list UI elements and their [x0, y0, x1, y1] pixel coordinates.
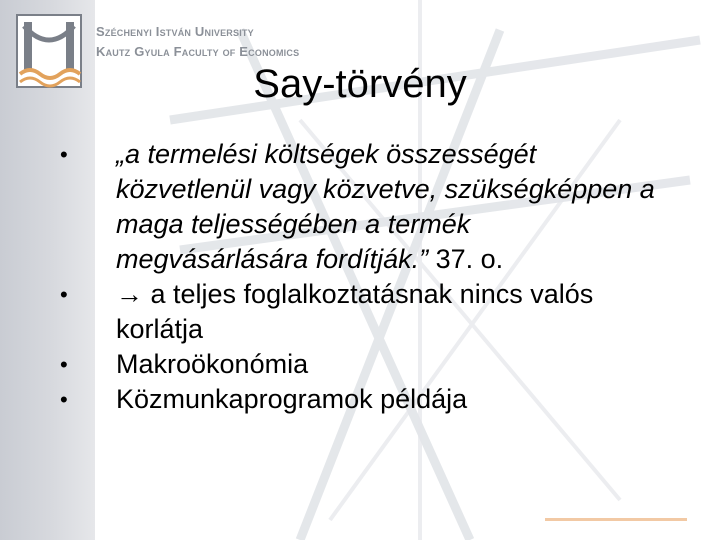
accent-line — [545, 518, 687, 521]
bullet-marker: • — [60, 387, 68, 412]
bullet-page-ref: 37. o. — [428, 244, 504, 274]
bullet-list — [60, 137, 660, 417]
bullet-marker: • — [60, 282, 68, 307]
bullet-item — [60, 382, 660, 417]
bullet-text: → a teljes foglalkoztatásnak nincs valós korlátja — [116, 279, 594, 344]
university-name: Széchenyi István University — [96, 24, 254, 39]
bullet-quote: „a termelési költségek összességét közvetlenül vagy közvetve, szükségképpen a maga teljességében a termék megvásárlására fordítják.” — [116, 139, 655, 274]
slide-title: Say-törvény — [253, 62, 467, 106]
bullet-text: Közmunkaprogramok példája — [116, 384, 468, 414]
bullet-item — [60, 347, 660, 382]
bullet-marker: • — [60, 142, 68, 167]
bullet-marker: • — [60, 352, 68, 377]
faculty-name: Kautz Gyula Faculty of Economics — [96, 44, 300, 59]
bullet-item — [60, 277, 660, 347]
bullet-item — [60, 137, 660, 277]
bullet-text: Makroökonómia — [116, 349, 309, 379]
